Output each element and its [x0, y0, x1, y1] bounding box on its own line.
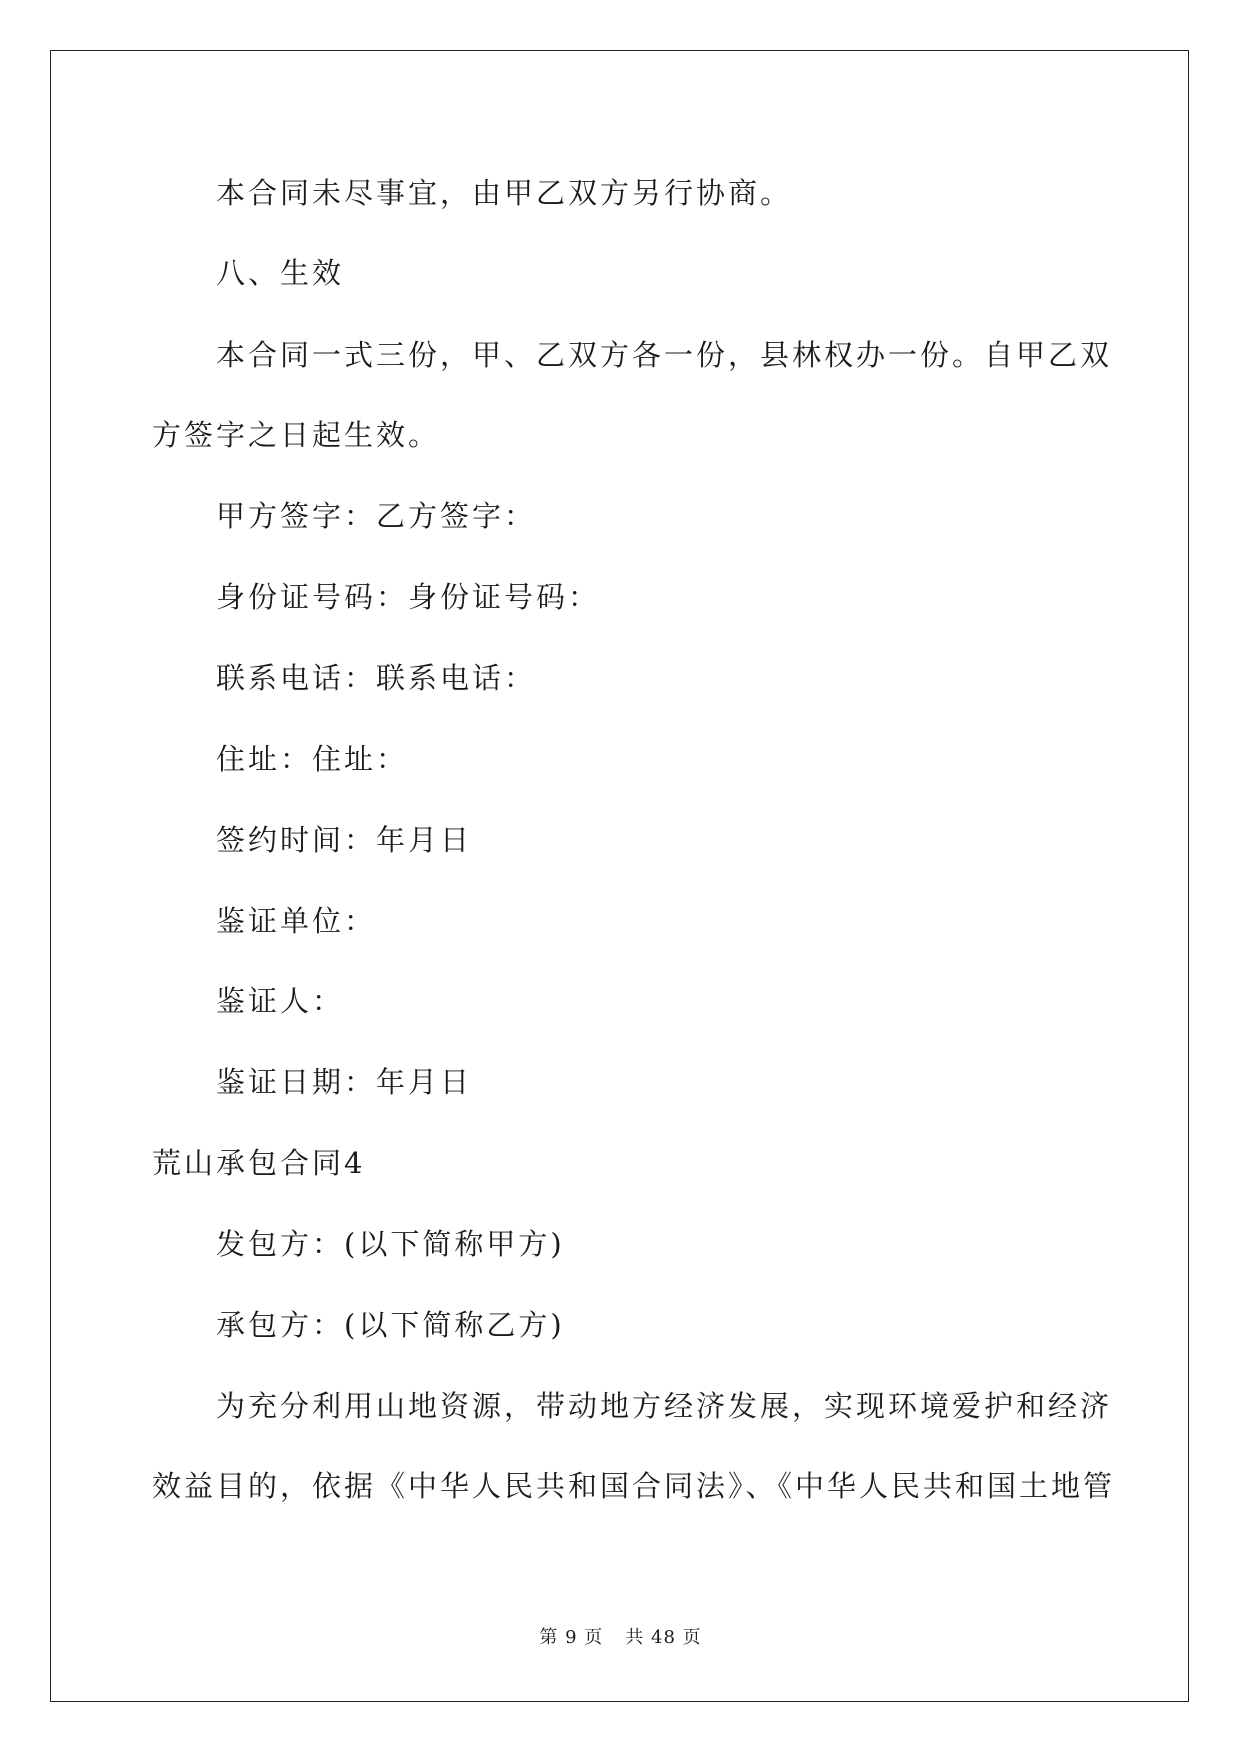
attestation-date-line: 鉴证日期：年月日 — [216, 1065, 473, 1099]
party-b-line: 承包方：(以下简称乙方) — [216, 1308, 565, 1342]
party-a-line: 发包方：(以下简称甲方) — [216, 1227, 565, 1261]
id-number-line: 身份证号码：身份证号码： — [216, 580, 601, 614]
section-heading: 八、生效 — [216, 256, 345, 290]
page-total: 共 48 页 — [625, 1627, 702, 1648]
page-border — [50, 50, 1189, 1702]
body-line: 为充分利用山地资源，带动地方经济发展，实现环境爱护和经济 — [216, 1389, 1113, 1423]
address-line: 住址：住址： — [216, 742, 409, 776]
page-number: 第 9 页 — [539, 1627, 604, 1648]
signing-date-line: 签约时间：年月日 — [216, 823, 473, 857]
contract-title: 荒山承包合同4 — [152, 1146, 366, 1180]
body-line: 本合同一式三份，甲、乙双方各一份，县林权办一份。自甲乙双 — [216, 338, 1113, 372]
attestation-unit-line: 鉴证单位： — [216, 904, 377, 938]
body-line: 方签字之日起生效。 — [152, 418, 441, 452]
body-line: 本合同未尽事宜，由甲乙双方另行协商。 — [216, 176, 793, 210]
phone-line: 联系电话：联系电话： — [216, 661, 537, 695]
page-footer — [0, 1626, 1241, 1650]
signature-line: 甲方签字：乙方签字： — [216, 499, 537, 533]
body-line: 效益目的，依据《中华人民共和国合同法》、《中华人民共和国土地管 — [152, 1469, 1116, 1503]
attestor-line: 鉴证人： — [216, 984, 345, 1018]
